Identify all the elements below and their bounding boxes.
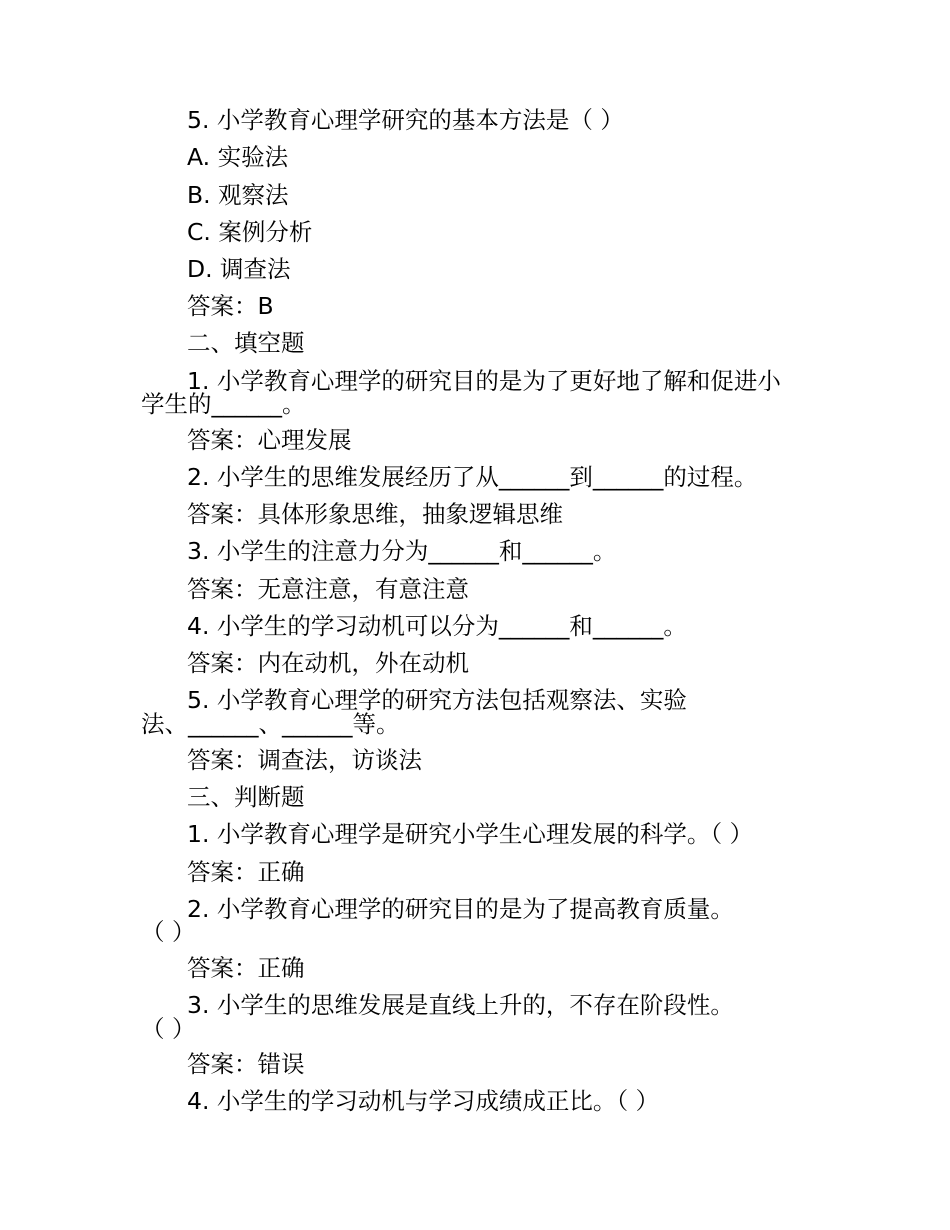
question-text-continued: （ ） bbox=[141, 918, 196, 946]
question-text: 1. 小学教育心理学的研究目的是为了更好地了解和促进小 bbox=[187, 367, 781, 395]
option-b: B. 观察法 bbox=[187, 181, 289, 209]
section-heading-true-false: 三、判断题 bbox=[187, 783, 305, 811]
answer-text: 答案：错误 bbox=[187, 1050, 305, 1078]
question-text-continued: 学生的______。 bbox=[141, 390, 306, 418]
question-text: 4. 小学生的学习动机可以分为______和______。 bbox=[187, 612, 687, 640]
question-text: 4. 小学生的学习动机与学习成绩成正比。（ ） bbox=[187, 1087, 660, 1115]
option-c: C. 案例分析 bbox=[187, 218, 313, 246]
option-a: A. 实验法 bbox=[187, 143, 289, 171]
question-text: 5. 小学教育心理学的研究方法包括观察法、实验 bbox=[187, 686, 687, 714]
answer-text: 答案：调查法，访谈法 bbox=[187, 746, 422, 774]
question-text-continued: 法、______、______等。 bbox=[141, 710, 400, 738]
section-heading-fill-blank: 二、填空题 bbox=[187, 329, 305, 357]
answer-text: 答案：无意注意，有意注意 bbox=[187, 575, 469, 603]
question-text-continued: （ ） bbox=[141, 1015, 196, 1043]
answer-text: 答案：内在动机，外在动机 bbox=[187, 649, 469, 677]
question-text: 1. 小学教育心理学是研究小学生心理发展的科学。（ ） bbox=[187, 820, 754, 848]
answer-text: 答案：正确 bbox=[187, 954, 305, 982]
answer-text: 答案：正确 bbox=[187, 858, 305, 886]
question-text: 3. 小学生的思维发展是直线上升的，不存在阶段性。 bbox=[187, 991, 734, 1019]
question-text: 3. 小学生的注意力分为______和______。 bbox=[187, 537, 617, 565]
question-text: 2. 小学生的思维发展经历了从______到______的过程。 bbox=[187, 463, 758, 491]
question-text: 2. 小学教育心理学的研究目的是为了提高教育质量。 bbox=[187, 895, 734, 923]
answer-text: 答案：具体形象思维，抽象逻辑思维 bbox=[187, 500, 563, 528]
question-text: 5. 小学教育心理学研究的基本方法是（ ） bbox=[187, 106, 624, 134]
answer-text: 答案：心理发展 bbox=[187, 426, 352, 454]
answer-text: 答案：B bbox=[187, 292, 274, 320]
option-d: D. 调查法 bbox=[187, 255, 291, 283]
